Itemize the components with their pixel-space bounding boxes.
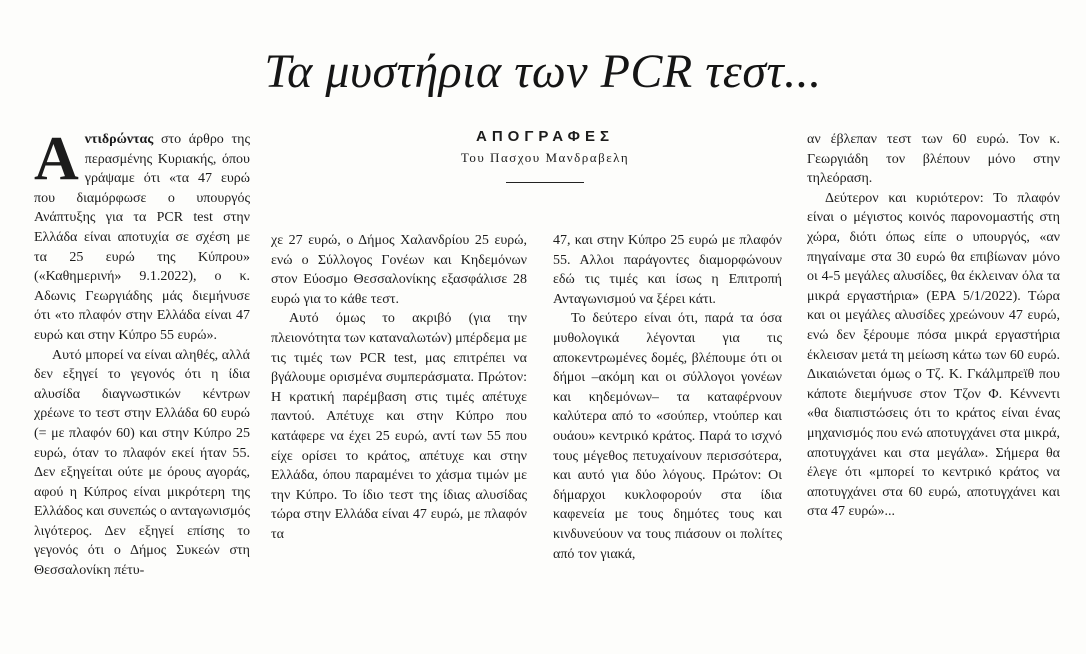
headline: Τα μυστήρια των PCR τεστ... xyxy=(264,45,822,98)
paragraph xyxy=(34,125,250,346)
article-column-2 xyxy=(271,231,527,545)
paragraph-text: στο άρθρο της περασμένης Κυριακής, όπου γράψαμε ότι «τα 47 ευρώ που διαμόρφωσε ο υπουργός Ανάπτυξης για τα PCR test στην Ελλάδα είναι αποτυχία σε σχέση με τα 25 ευρώ της Κύπρου» («Καθημερινή» 9.1.2022), ο κ. Αδωνις Γεωργιάδης μάς διεμήνυσε ότι «το πλαφόν στην Ελλάδα είναι 47 ευρώ και στην Κύπρο 55 ευρώ». xyxy=(34,132,250,343)
paragraph: Αυτό όμως το ακριβό (για την πλειονότητα των καταναλωτών) μπέρδεμα με τις τιμές των PCR test, μας επιτρέπει να βγάλουμε ορισμένα συμπεράσματα. Πρώτον: Η κρατική παρέμβαση στις τιμές απέτυχε παντού. Απέτυχε και στην Κύπρο που κατάφερε να έχει 25 ευρώ, αντί των 55 που είχε ορίσει το κράτος, απέτυχε και στην Ελλάδα, όπου παραμένει το χάσμα τιμών με την Κύπρο. Το ίδιο τεστ της ίδιας αλυσίδας τώρα στην Ελλάδα είναι 47 ευρώ, με πλαφόν τα xyxy=(271,311,527,542)
article-column-3 xyxy=(553,231,782,564)
drop-cap: Α xyxy=(34,125,79,193)
paragraph: 47, και στην Κύπρο 25 ευρώ με πλαφόν 55. Αλλοι παράγοντες διαμορφώνουν εδώ τις τιμές και ίσως η Επιτροπή Ανταγωνισμού να ξέρει κάτι. xyxy=(553,233,782,307)
paragraph: χε 27 ευρώ, ο Δήμος Χαλανδρίου 25 ευρώ, ενώ ο Σύλλογος Γονέων και Κηδεμόνων στον Εύοσμο Θεσσαλονίκης εξασφάλισε 28 ευρώ για το κάθε τεστ. xyxy=(271,233,527,307)
column-header xyxy=(380,128,710,183)
byline: Του Πασχου Μανδραβελη xyxy=(460,150,630,165)
paragraph: Το δεύτερο είναι ότι, παρά τα όσα μυθολογικά λέγονται για τις αποκεντρωμένες δομές, βλέπουμε ότι οι δήμοι –ακόμη και οι σύλλογοι γονέων και κηδεμόνων– τα καταφέρνουν καλύτερα από το «σούπερ, ντούπερ και ουάου» κεντρικό κράτος. Παρά το ισχνό τους μέγεθος πετυχαίνουν περισσότερα, και αυτό για δύο λόγους. Πρώτον: Οι δήμαρχοι κυκλοφορούν στα ίδια καφενεία με τους δημότες τους και κινδυνεύουν να τους πιάσουν οι πολίτες από τον γιακά, xyxy=(553,311,782,562)
paragraph: Αυτό μπορεί να είναι αληθές, αλλά δεν εξηγεί το γεγονός ότι η ίδια αλυσίδα διαγνωστικών κέντρων χρέωνε το τεστ στην Ελλάδα 60 ευρώ (= με πλαφόν 60) και στην Κύπρο 25 ευρώ, όταν το πλαφόν εκεί ήταν 55. Δεν εξηγείται ούτε με όρους αγοράς, αφού η Κύπρος είναι μικρότερη της Ελλάδος και συνεπώς ο ανταγωνισμός λιγότερος. Δεν εξηγεί επίσης το γεγονός ότι ο Δήμος Συκεών στη Θεσσαλονίκη πέτυ- xyxy=(34,347,250,579)
article-column-4 xyxy=(807,130,1060,522)
article-column-1 xyxy=(34,125,250,581)
paragraph: Δεύτερον και κυριότερον: Το πλαφόν είναι ο μέγιστος κοινός παρονομαστής στη χώρα, διότι όπως είπε ο υπουργός, «αν πηγαίναμε στα 30 ευρώ θα επιβίωναν μόνο οι 4-5 μεγάλες αλυσίδες, θα έκλειναν όλα τα μικρά εργαστήρια» (ΕΡΑ 5/1/2022). Τώρα και οι μεγάλες αλυσίδες χρεώνουν 47 ευρώ, ενώ δεν ξέρουμε πόσα μικρά εργαστήρια έκλεισαν μετά τη μείωση κάτω των 60 ευρώ. Δικαιώνεται όμως ο Τζ. Κ. Γκάλμπρεϊθ που κάποτε διεμήνυσε στον Τζον Φ. Κέννεντι «θα διαπιστώσεις ότι το κράτος είναι ένας μηχανισμός που ενώ αποτυγχάνει στα μικρά, αποτυγχάνει και στα μεγάλα». Σήμερα θα έλεγε ότι «μπορεί το κεντρικό κράτος να αποτυγχάνει στα 60 ευρώ, αποτυγχάνει και στα 47 ευρώ»... xyxy=(807,190,1060,520)
lead-word: ντιδρώντας xyxy=(84,132,154,147)
section-title: ΑΠΟΓΡΑΦΕΣ xyxy=(476,128,614,145)
divider xyxy=(506,182,584,183)
paragraph: αν έβλεπαν τεστ των 60 ευρώ. Τον κ. Γεωργιάδη τον βλέπουν μόνο στην τηλεόραση. xyxy=(807,132,1060,187)
